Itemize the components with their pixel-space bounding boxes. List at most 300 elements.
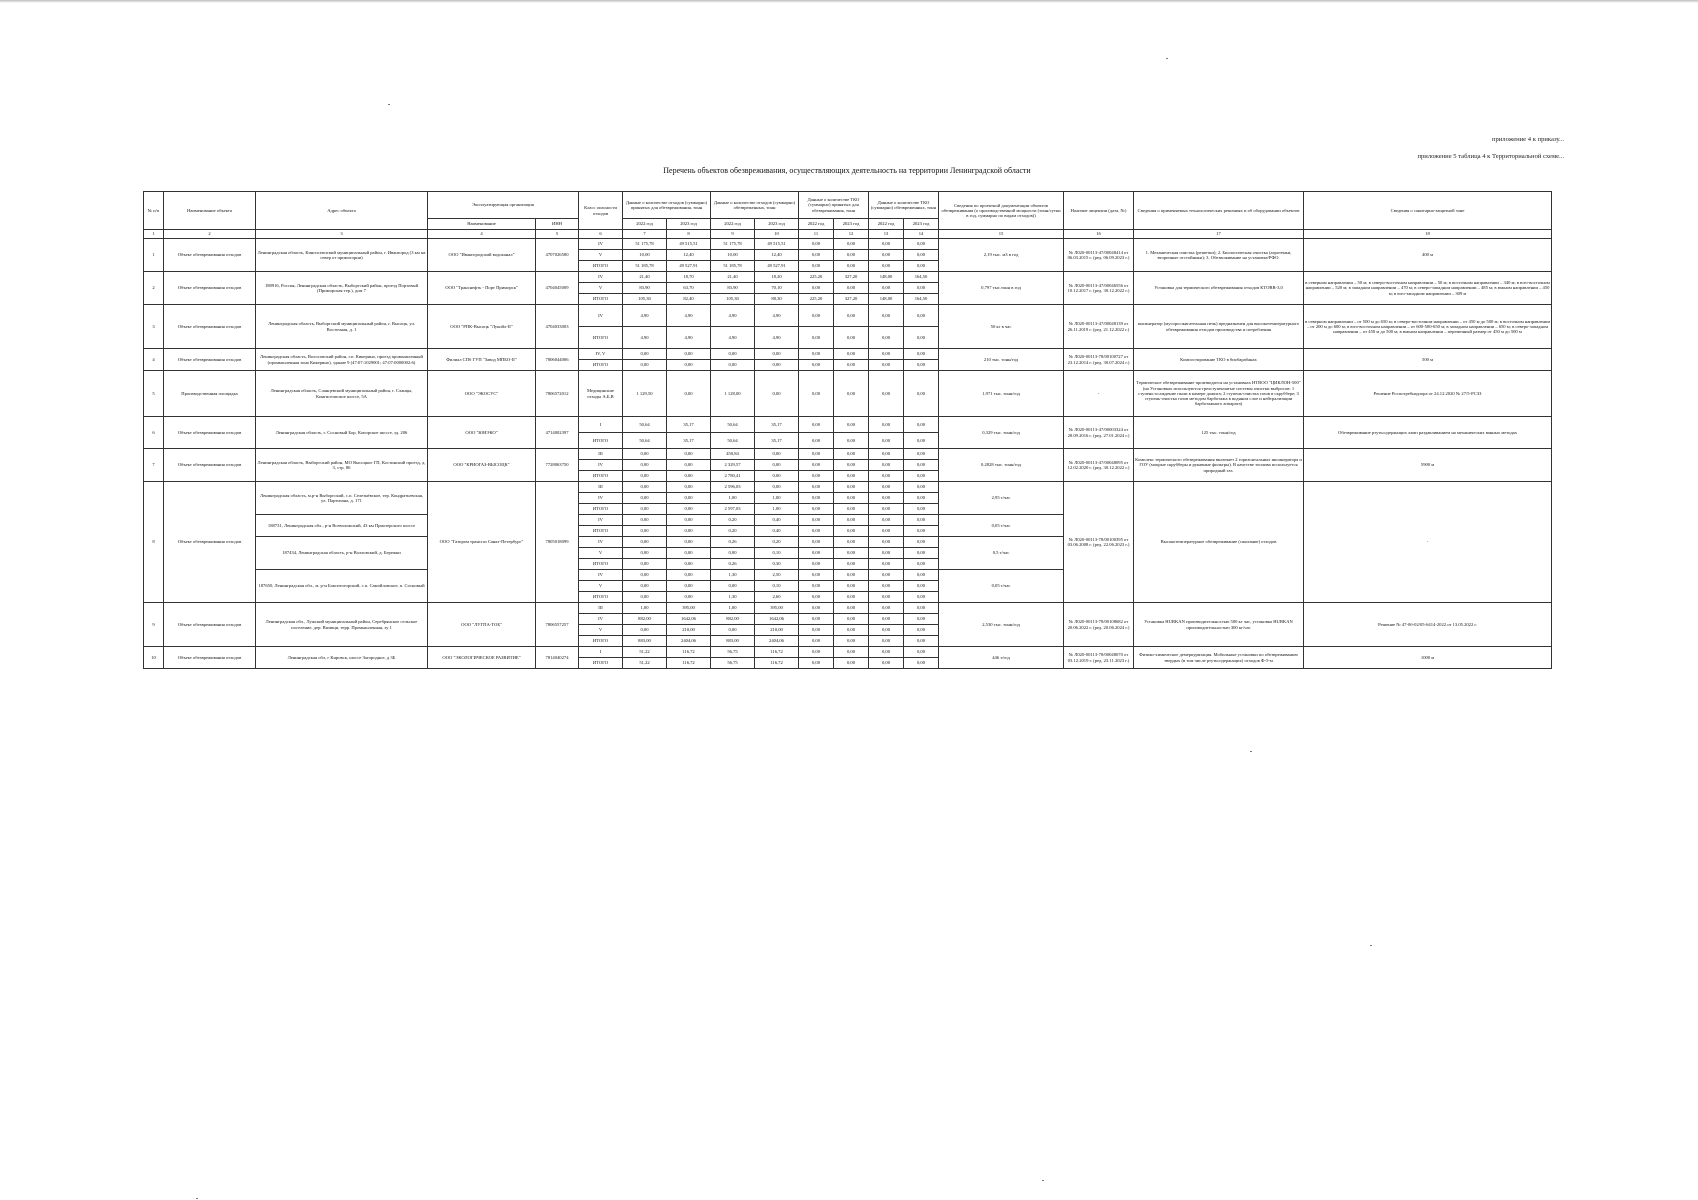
value-cell: 0,00 [799,433,834,449]
row-number-cell: 3 [144,305,164,349]
value-cell: 0,00 [667,548,711,559]
row-number-cell: 8 [144,482,164,603]
value-cell: 0,00 [799,537,834,548]
value-cell: 0,00 [799,570,834,581]
value-cell: 164,50 [904,272,939,283]
value-cell: 0,00 [834,360,869,371]
value-cell: 4,90 [667,305,711,327]
address-cell: 187650, Ленинградская обл., м. р-н Бокситогорский, с.п. Самойловское, п. Сосновый [256,570,428,603]
value-cell: 1,30 [711,592,755,603]
object-name-cell: Объект обезвреживания отходов [164,449,256,482]
value-cell: 0,00 [623,449,667,460]
value-cell: 10,00 [623,250,667,261]
value-cell: 0,00 [834,548,869,559]
value-cell: 0,00 [834,283,869,294]
hazard-class-cell: V [579,250,623,261]
value-cell: 0,00 [904,537,939,548]
value-cell: 0,00 [799,417,834,433]
col-g3-2023: 2023 год [834,219,869,230]
hazard-class-cell: IV [579,570,623,581]
value-cell: 49 527,91 [667,261,711,272]
value-cell: 0,00 [869,548,904,559]
col-hazard: Класс опасности отходов [579,192,623,230]
column-numbers-row [144,230,1552,239]
value-cell: 0,00 [869,305,904,327]
value-cell: 0,00 [623,526,667,537]
technology-cell: Термическое обезвреживание производится на установках НТВОО "ЦИКЛОН-500" (на Установках используются трехступенчатые системы очистки выбросов: 1 ступень-осаждение пыли в камере дожига; 2 ступень-очистка газов в скруббере; 3 ступень-очистка газов методом барботажа в водяном слое и нейтрализации барботажного аппарата) [1134,371,1304,417]
value-cell: 0,00 [799,349,834,360]
value-cell: 0,00 [869,636,904,647]
hazard-class-cell: V [579,548,623,559]
organization-cell: ООО "ЭКОЛОГИЧЕСКОЕ РАЗВИТИЕ" [428,647,536,669]
value-cell: 395,00 [667,603,711,614]
value-cell: 0,00 [904,327,939,349]
hazard-class-cell: IV, V [579,349,623,360]
capacity-cell: 0,329 тыс. тонн/год [939,417,1064,449]
value-cell: 0,00 [667,504,711,515]
value-cell: 0,00 [799,504,834,515]
col-number-cell: 12 [834,230,869,239]
value-cell: 0,00 [834,559,869,570]
value-cell: 0,00 [667,493,711,504]
value-cell: 0,00 [667,471,711,482]
value-cell: 0,00 [799,360,834,371]
row-number-cell: 1 [144,239,164,272]
value-cell: 0,00 [667,592,711,603]
technology-cell: Комплекс термического обезвреживания включает 2 горизонтальных инсинератора и ГОУ (мокрые скрубберы и рукавные фильтры). В качестве топлива используется природный газ. [1134,449,1304,482]
address-cell: Ленинградская область, Сланцевский муниципальный район, г. Сланцы, Кингисеппское шоссе, 5А [256,371,428,417]
address-cell: Ленинградская обл, г Кировск, шоссе Загородное, д 3Б [256,647,428,669]
value-cell: 10,00 [711,250,755,261]
hazard-class-cell: V [579,581,623,592]
value-cell: 0,00 [834,570,869,581]
value-cell: 82,40 [667,294,711,305]
value-cell: 0,00 [623,493,667,504]
organization-cell: ООО "ЛУГПА-ТОБ" [428,603,536,647]
value-cell: 0,00 [834,250,869,261]
value-cell: 0,00 [904,581,939,592]
value-cell: 116,72 [667,658,711,669]
value-cell: 0,00 [904,239,939,250]
value-cell: 327,20 [834,272,869,283]
hazard-class-cell: V [579,625,623,636]
value-cell: 0,00 [834,493,869,504]
value-cell: 0,00 [869,581,904,592]
value-cell: 51 175,78 [711,239,755,250]
hazard-class-cell: IV [579,614,623,625]
capacity-cell: 2,19 тыс. м3 в год [939,239,1064,272]
col-number-cell: 13 [869,230,904,239]
hazard-class-cell: I [579,417,623,433]
row-number-cell: 9 [144,603,164,647]
license-cell: № Л020-00113-47/00046556 от 10.12.2017 г. (ред. 30.12.2022 г.) [1064,272,1134,305]
value-cell: 0,00 [623,482,667,493]
scan-edge [0,0,1698,3]
value-cell: 0,00 [799,261,834,272]
value-cell: 0,00 [869,537,904,548]
value-cell: 49 527,91 [755,261,799,272]
value-cell: 0,00 [834,239,869,250]
value-cell: 0,00 [834,592,869,603]
value-cell: 0,00 [904,417,939,433]
table-row [144,272,1552,283]
table-row [144,305,1552,327]
value-cell: 0,00 [904,603,939,614]
value-cell: 2404,06 [755,636,799,647]
value-cell: 0,00 [869,460,904,471]
sanitary-zone-cell: Решение Роспотребнадзора от 24.12.2020 № 27/5-РСЗЗ [1304,371,1552,417]
value-cell: 0,00 [869,371,904,417]
value-cell: 0,00 [799,283,834,294]
value-cell: 56,75 [711,658,755,669]
value-cell: 0,00 [869,658,904,669]
value-cell: 0,00 [869,471,904,482]
value-cell: 0,00 [834,261,869,272]
value-cell: 21,40 [623,272,667,283]
value-cell: 0,00 [711,625,755,636]
value-cell: 0,00 [834,603,869,614]
value-cell: 0,00 [834,349,869,360]
value-cell: 0,00 [799,371,834,417]
value-cell: 0,00 [623,625,667,636]
value-cell: 1,00 [711,603,755,614]
value-cell: 0,00 [799,548,834,559]
value-cell: 210,00 [755,625,799,636]
value-cell: 0,00 [869,504,904,515]
value-cell: 0,00 [623,537,667,548]
col-capacity: Сведения по проектной документации объектов обезвреживания (о производственной мощности (тонн/сутки в год, суммарно по видам отходов)) [939,192,1064,230]
value-cell: 0,00 [869,493,904,504]
value-cell: 0,00 [834,327,869,349]
value-cell: 50,64 [623,433,667,449]
value-cell: 2,50 [755,570,799,581]
value-cell: 0,00 [904,636,939,647]
value-cell: 0,00 [904,250,939,261]
inn-cell: 7814040274 [536,647,579,669]
object-name-cell: Объект обезвреживания отходов [164,647,256,669]
scan-speck [1166,58,1168,59]
table-body [144,239,1552,669]
value-cell: 0,00 [799,449,834,460]
value-cell: 0,00 [667,559,711,570]
col-org-group: Эксплуатирующая организация [428,192,579,219]
value-cell: 51 185,78 [623,261,667,272]
table-row [144,417,1552,433]
organization-cell: ООО "ЭКОСУС" [428,371,536,417]
document-header [1417,131,1564,165]
value-cell: 0,00 [904,471,939,482]
value-cell: 0,00 [623,471,667,482]
value-cell: 63,70 [667,283,711,294]
table-row [144,449,1552,460]
value-cell: 116,72 [755,658,799,669]
value-cell: 0,00 [904,614,939,625]
inn-cell: 7806044006 [536,349,579,371]
col-number-cell: 9 [711,230,755,239]
value-cell: 35,17 [755,433,799,449]
technology-cell: Высокотемпературное обезвреживание (сжигание) отходов [1134,482,1304,603]
col-number-cell: 11 [799,230,834,239]
value-cell: 1 128,00 [711,371,755,417]
value-cell: 0,00 [834,647,869,658]
value-cell: 0,00 [755,349,799,360]
technology-cell: Установка HUBKAN производительностью 500 кг час, установка HUBKAN производительностью 300 кг/час [1134,603,1304,647]
license-cell: № Л020-00113-78/00100727 от 23.12.2014 г. (ред. 30.07.2024 г.) [1064,349,1134,371]
row-number-cell: 7 [144,449,164,482]
capacity-cell: 0,5 т/час [939,537,1064,570]
value-cell: 0,00 [904,449,939,460]
value-cell: 0,00 [904,658,939,669]
sanitary-zone-cell: в северном направлении – 50 м; в северо-восточном направлении – 50 м; в восточном направлении – 340 м; в юго-восточном направлении – 520 м; в западном направлении – 470 м; в северо-западном направлении – 485 м; в южном направлении – 450 м; в юго-западном направлении – 309 м [1304,272,1552,305]
value-cell: 0,00 [904,460,939,471]
capacity-cell: 446 т/год [939,647,1064,669]
value-cell: 0,00 [869,250,904,261]
value-cell: 0,00 [667,526,711,537]
value-cell: 0,00 [904,283,939,294]
value-cell: 0,00 [834,449,869,460]
value-cell: 0,00 [667,537,711,548]
license-cell: № Л020-00113-78/00100395 от 03.06.2008 г. (ред. 22.06.2023 г.) [1064,482,1134,603]
value-cell: 0,00 [904,515,939,526]
value-cell: 0,00 [834,482,869,493]
value-cell: 0,00 [869,327,904,349]
col-tech: Сведения о применяемых технологических решениях и об оборудовании объектов [1134,192,1304,230]
header-line-2: приложение 5 таблица 4 к Территориальной схеме... [1417,153,1564,160]
organization-cell: ООО "Транснефть - Порт Приморск" [428,272,536,305]
col-number-cell: 3 [256,230,428,239]
value-cell: 0,00 [799,658,834,669]
value-cell: 0,00 [869,526,904,537]
value-cell: 4,90 [623,327,667,349]
capacity-cell: 0,05 т/час [939,570,1064,603]
value-cell: 0,00 [834,460,869,471]
value-cell: 0,00 [834,515,869,526]
value-cell: 2 596,03 [711,482,755,493]
value-cell: 1 129,50 [623,371,667,417]
value-cell: 0,00 [799,526,834,537]
license-cell: № Л020-00113-78/00048070 от 03.12.2019 г. (ред. 23.11.2023 г.) [1064,647,1134,669]
object-name-cell: Объект обезвреживания отходов [164,603,256,647]
value-cell: 210,00 [667,625,711,636]
hazard-class-cell: III [579,482,623,493]
col-szz: Сведения о санитарно-защитной зоне [1304,192,1552,230]
value-cell: 0,00 [904,349,939,360]
table-header [144,192,1552,239]
value-cell: 0,00 [904,482,939,493]
value-cell: 327,20 [834,294,869,305]
value-cell: 0,00 [667,349,711,360]
value-cell: 0,00 [834,636,869,647]
value-cell: 0,00 [904,493,939,504]
value-cell: 83,90 [711,283,755,294]
technology-cell: инсинератор (мусоросжигательная печь) предназначен для высокотемпературного обезвреживания отходов производства и потребления [1134,305,1304,349]
value-cell: 0,00 [869,614,904,625]
address-cell: Ленинградская область, Кингисеппский муниципальный район, г. Ивангород (3 км на север от примогории) [256,239,428,272]
value-cell: 0,00 [869,559,904,570]
value-cell: 88,30 [755,294,799,305]
license-cell: № Л020-00113-78/00108682 от 20.06.2022 г. (ред. 20.06.2024 г.) [1064,603,1134,647]
technology-cell: Физико-химическое демеркуризация. Мобильные установки по обезвреживанию твердых (в том числе ртутьсодержащих) отходов Ф-5-м [1134,647,1304,669]
value-cell: 0,00 [667,460,711,471]
value-cell: 0,20 [711,515,755,526]
row-number-cell: 10 [144,647,164,669]
value-cell: 2404,06 [667,636,711,647]
organization-cell: ООО "КРИОГАЗ-ВЫСОЦК" [428,449,536,482]
address-cell: 187434, Ленинградская область, р-н Волховский, д. Бережки [256,537,428,570]
col-name: Наименование объекта [164,192,256,230]
value-cell: 0,00 [869,647,904,658]
capacity-cell: 210 тыс. тонн/год [939,349,1064,371]
value-cell: 105,30 [623,294,667,305]
value-cell: 0,00 [799,305,834,327]
object-name-cell: Объект обезвреживания отходов [164,305,256,349]
value-cell: 35,17 [667,433,711,449]
value-cell: 0,00 [869,625,904,636]
col-g4-2022: 2022 год [869,219,904,230]
license-cell: № Л020-00113-47/00048095 от 12.02.2020 г. (ред. 30.12.2022 г.) [1064,449,1134,482]
value-cell: 0,40 [755,526,799,537]
col-g3-2022: 2022 год [799,219,834,230]
col-number-cell: 7 [623,230,667,239]
inn-cell: 7806557257 [536,603,579,647]
value-cell: 1,00 [711,493,755,504]
value-cell: 0,00 [623,592,667,603]
capacity-cell: 2,95 т/час [939,482,1064,515]
col-inn: ИНН [536,219,579,230]
value-cell: 0,00 [711,349,755,360]
capacity-cell: 1,971 тыс. тонн/год [939,371,1064,417]
value-cell: 0,00 [904,305,939,327]
scan-speck [1042,1180,1044,1181]
value-cell: 0,00 [799,592,834,603]
hazard-class-cell: ИТОГО [579,658,623,669]
value-cell: 0,00 [667,482,711,493]
address-cell: Ленинградская обл., Лужский муниципальный район, Серебрянское сельское поселение, дер. Вязищи, терр. Промышленная, зу 1 [256,603,428,647]
value-cell: 0,00 [904,647,939,658]
scan-speck [196,1198,198,1199]
hazard-class-cell: ИТОГО [579,471,623,482]
value-cell: 0,10 [755,581,799,592]
col-g2: Данные о количестве отходов (суммарно) обезвреженных, тонн [711,192,799,219]
capacity-cell: 0,797 тыс.тонн в год [939,272,1064,305]
value-cell: 51 185,78 [711,261,755,272]
value-cell: 0,00 [623,360,667,371]
value-cell: 0,00 [623,581,667,592]
value-cell: 116,72 [755,647,799,658]
sanitary-zone-cell: 500 м [1304,349,1552,371]
value-cell: 0,00 [904,261,939,272]
license-cell: № Л020-00113-47/00048139 от 26.11.2019 г. (ред. 21.12.2022 г.) [1064,305,1134,349]
row-number-cell: 6 [144,417,164,449]
value-cell: 0,00 [869,261,904,272]
value-cell: 18,20 [755,272,799,283]
hazard-class-cell: IV [579,493,623,504]
value-cell: 0,00 [667,515,711,526]
value-cell: 2 597,03 [711,504,755,515]
address-cell: Ленинградская область, Волосовский район, г.п. Кикерино, проезд промышленный (промышленная зона Кикерино), здание 9 (47:07:1029001; 47:07:0000002:6) [256,349,428,371]
value-cell: 0,20 [755,537,799,548]
value-cell: 0,00 [799,482,834,493]
value-cell: 0,00 [869,515,904,526]
value-cell: 49 515,51 [667,239,711,250]
address-cell: 188916, Россия, Ленинградская область, Выборгский район, проезд Портовый (Приморская тер.), дом 7 [256,272,428,305]
sanitary-zone-cell: в северном направлении – от 500 м до 650 м; в северо-восточном направлении – от 450 м до 500 м; в восточном направлении – от 200 м до 600 м; в юго-восточном направлении – от 600-500-650 м; в западном направлении – 650 м; в северо-западном направлении – от 450 м до 500 м; в южном направлении – переменный размер от 450 м до 500 м [1304,305,1552,349]
value-cell: 105,30 [711,294,755,305]
col-number-cell: 8 [667,230,711,239]
value-cell: 0,00 [869,449,904,460]
value-cell: 0,00 [755,471,799,482]
value-cell: 0,00 [869,570,904,581]
value-cell: 0,00 [834,417,869,433]
sanitary-zone-cell: - [1304,482,1552,603]
hazard-class-cell: ИТОГО [579,504,623,515]
value-cell: 1,00 [755,504,799,515]
inn-cell: 4704045009 [536,272,579,305]
capacity-cell: 2,530 тыс. тонн/год [939,603,1064,647]
row-number-cell: 5 [144,371,164,417]
value-cell: 0,00 [799,625,834,636]
value-cell: 0,00 [869,482,904,493]
value-cell: 50,64 [711,433,755,449]
hazard-class-cell: ИТОГО [579,433,623,449]
col-num: № п/п [144,192,164,230]
value-cell: 12,40 [755,250,799,261]
scan-speck [1370,945,1372,946]
value-cell: 0,00 [904,592,939,603]
col-number-cell: 17 [1134,230,1304,239]
hazard-class-cell: I [579,647,623,658]
value-cell: 0,00 [834,305,869,327]
col-number-cell: 16 [1064,230,1134,239]
technology-cell: Установка для термического обезвреживания отходов КТОВВ-3,0 [1134,272,1304,305]
hazard-class-cell: Медицинские отходы А,Б,В [579,371,623,417]
hazard-class-cell: ИТОГО [579,559,623,570]
value-cell: 21,40 [711,272,755,283]
inn-cell: 4714002397 [536,417,579,449]
hazard-class-cell: ИТОГО [579,327,623,349]
license-cell: № Л020-00113-47/00003324 от 28.09.2016 г. (ред. 27.01.2024 г.) [1064,417,1134,449]
value-cell: 0,00 [799,603,834,614]
value-cell: 0,00 [623,504,667,515]
value-cell: 49 515,51 [755,239,799,250]
value-cell: 1642,06 [667,614,711,625]
value-cell: 148,00 [869,294,904,305]
facilities-table [143,191,1552,669]
value-cell: 0,00 [799,471,834,482]
inn-cell: 4707026580 [536,239,579,272]
value-cell: 0,00 [834,625,869,636]
value-cell: 0,00 [623,515,667,526]
col-number-cell: 10 [755,230,799,239]
value-cell: 51,22 [623,647,667,658]
value-cell: 0,00 [799,239,834,250]
sanitary-zone-cell: 1000 м [1304,647,1552,669]
value-cell: 0,00 [755,460,799,471]
value-cell: 2 329,57 [711,460,755,471]
organization-cell: ООО "Газпром трансгаз Санкт-Петербург" [428,482,536,603]
value-cell: 0,00 [667,449,711,460]
value-cell: 35,17 [667,417,711,433]
value-cell: 0,00 [834,526,869,537]
hazard-class-cell: ИТОГО [579,592,623,603]
table-row [144,647,1552,658]
value-cell: 0,00 [869,349,904,360]
inn-cell: 4704033003 [536,305,579,349]
technology-cell: 1. Механическая очистка (решетки); 2. Биологическая очистка (аэротенки, вторичные отстойники); 3. Обезвоживание на установке/РФО. [1134,239,1304,272]
value-cell: 51,22 [623,658,667,669]
technology-cell: 125 тыс. тонн/год [1134,417,1304,449]
value-cell: 882,00 [711,614,755,625]
